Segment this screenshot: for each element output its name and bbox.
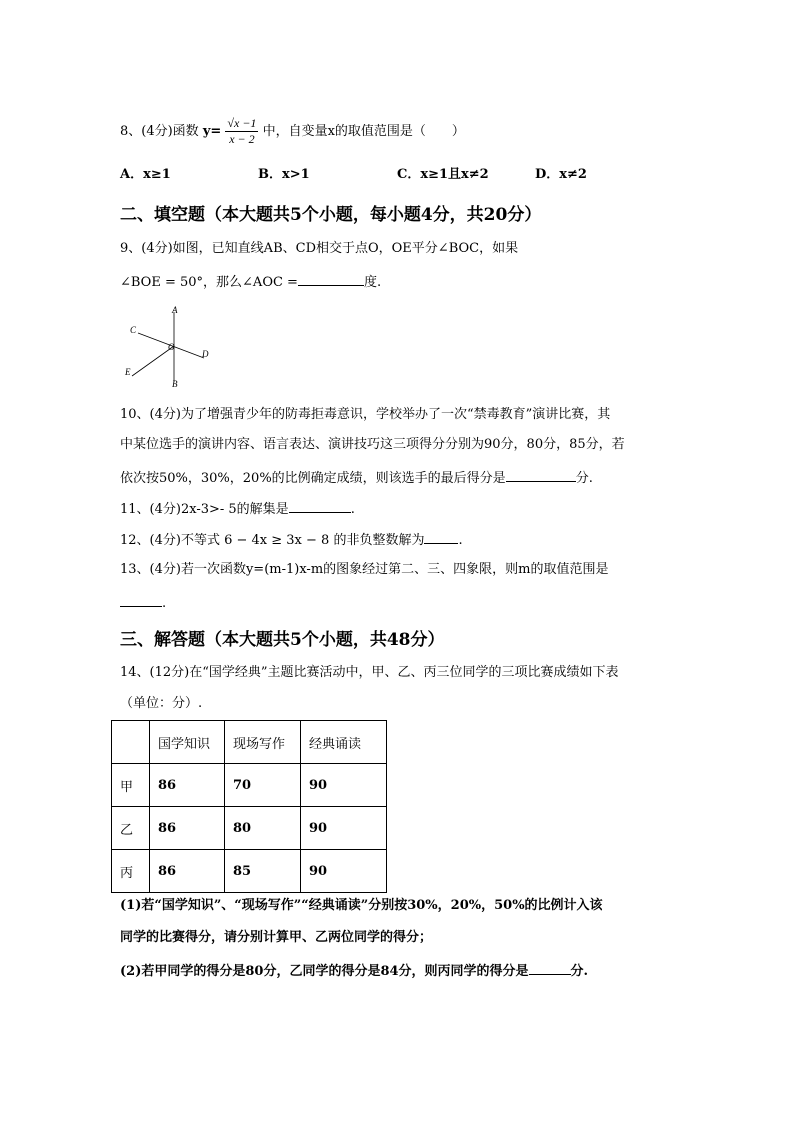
table-header-cell: 经典诵读 bbox=[301, 721, 387, 764]
q8-denominator: x − 2 bbox=[229, 132, 255, 146]
table-row-label: 甲 bbox=[112, 764, 150, 807]
q13-answer-blank[interactable] bbox=[120, 592, 162, 607]
q9-line2-suffix: 度. bbox=[363, 275, 382, 290]
table-header-cell bbox=[112, 721, 150, 764]
table-cell: 86 bbox=[150, 764, 225, 807]
q13-line2-suffix: . bbox=[162, 596, 167, 611]
table-cell: 85 bbox=[225, 850, 301, 893]
q12 bbox=[120, 529, 463, 551]
q8-option-b[interactable]: B．x>1 bbox=[258, 167, 310, 182]
q10-answer-blank[interactable] bbox=[506, 467, 576, 482]
q11-prefix: 11、(4分)2x-3>- 5的解集是 bbox=[120, 502, 289, 517]
q9-figure bbox=[120, 300, 230, 396]
q14-part2-suffix: 分. bbox=[570, 964, 589, 979]
q8-func-left: y= bbox=[202, 124, 222, 139]
table-cell: 90 bbox=[301, 807, 387, 850]
q14-line1: 14、(12分)在“国学经典”主题比赛活动中，甲、乙、丙三位同学的三项比赛成绩如下表 bbox=[120, 665, 619, 680]
q11 bbox=[120, 498, 355, 520]
table-header-row bbox=[112, 721, 387, 764]
q12-answer-blank[interactable] bbox=[424, 529, 458, 544]
label-e: E bbox=[125, 367, 131, 377]
label-d: D bbox=[202, 349, 209, 359]
q10-line3 bbox=[120, 467, 593, 489]
table-row bbox=[112, 850, 387, 893]
q10-line1: 10、(4分)为了增强青少年的防毒拒毒意识，学校举办了一次“禁毒教育”演讲比赛，其 bbox=[120, 407, 611, 422]
q8-suffix: 中，自变量x的取值范围是（ ） bbox=[262, 124, 465, 139]
q12-prefix: 12、(4分)不等式 6 − 4x ≥ 3x − 8 的非负整数解为 bbox=[120, 533, 425, 548]
lines-diagram bbox=[120, 300, 230, 392]
table-cell: 90 bbox=[301, 850, 387, 893]
q10-line2: 中某位选手的演讲内容、语言表达、演讲技巧这三项得分分别为90分，80分，85分，若 bbox=[120, 437, 625, 452]
table-row bbox=[112, 807, 387, 850]
q10-line3-suffix: 分. bbox=[575, 471, 593, 486]
table-row bbox=[112, 764, 387, 807]
question-8 bbox=[120, 116, 465, 147]
label-b: B bbox=[172, 379, 178, 389]
q12-suffix: . bbox=[458, 533, 463, 548]
q11-suffix: . bbox=[350, 502, 355, 517]
table-row-label: 乙 bbox=[112, 807, 150, 850]
table-cell: 80 bbox=[225, 807, 301, 850]
table-cell: 70 bbox=[225, 764, 301, 807]
q13-line1: 13、(4分)若一次函数y=(m-1)x-m的图象经过第二、三、四象限，则m的取值范围是 bbox=[120, 562, 609, 577]
q9-answer-blank[interactable] bbox=[298, 271, 364, 286]
q8-option-d[interactable]: D．x≠2 bbox=[535, 167, 587, 182]
section-3-title: 三、解答题（本大题共5个小题，共48分） bbox=[120, 630, 445, 650]
label-o: O bbox=[168, 342, 175, 352]
q14-part2-prefix: (2)若甲同学的得分是80分，乙同学的得分是84分，则丙同学的得分是 bbox=[120, 964, 529, 979]
label-a: A bbox=[172, 305, 178, 315]
q9-line1: 9、(4分)如图，已知直线AB、CD相交于点O，OE平分∠BOC，如果 bbox=[120, 241, 519, 256]
table-cell: 86 bbox=[150, 807, 225, 850]
table-row-label: 丙 bbox=[112, 850, 150, 893]
q9-line2-prefix: ∠BOE = 50°，那么∠AOC = bbox=[120, 275, 298, 290]
q14-line2: （单位：分）. bbox=[120, 696, 203, 711]
scores-table bbox=[111, 720, 387, 893]
q13-line2 bbox=[120, 592, 166, 614]
q11-answer-blank[interactable] bbox=[289, 498, 351, 513]
q14-part2 bbox=[120, 960, 588, 982]
q14-part1-line2: 同学的比赛得分，请分别计算甲、乙两位同学的得分； bbox=[120, 930, 433, 945]
q8-fraction bbox=[225, 116, 258, 147]
q14-answer-blank[interactable] bbox=[529, 960, 571, 975]
label-c: C bbox=[130, 325, 137, 335]
q8-numerator: √x −1 bbox=[227, 116, 257, 130]
table-cell: 90 bbox=[301, 764, 387, 807]
q8-prefix: 8、(4分)函数 bbox=[120, 124, 199, 139]
q10-line3-prefix: 依次按50%，30%，20%的比例确定成绩，则该选手的最后得分是 bbox=[120, 471, 506, 486]
table-header-cell: 国学知识 bbox=[150, 721, 225, 764]
section-2-title: 二、填空题（本大题共5个小题，每小题4分，共20分） bbox=[120, 205, 542, 225]
q9-line2 bbox=[120, 271, 381, 293]
q14-part1-line1: (1)若“国学知识”、“现场写作”“经典诵读”分别按30%，20%，50%的比例计入该 bbox=[120, 898, 603, 913]
table-header-cell: 现场写作 bbox=[225, 721, 301, 764]
q8-option-a[interactable]: A．x≥1 bbox=[120, 167, 171, 182]
q8-option-c[interactable]: C．x≥1且x≠2 bbox=[397, 167, 489, 182]
table-cell: 86 bbox=[150, 850, 225, 893]
